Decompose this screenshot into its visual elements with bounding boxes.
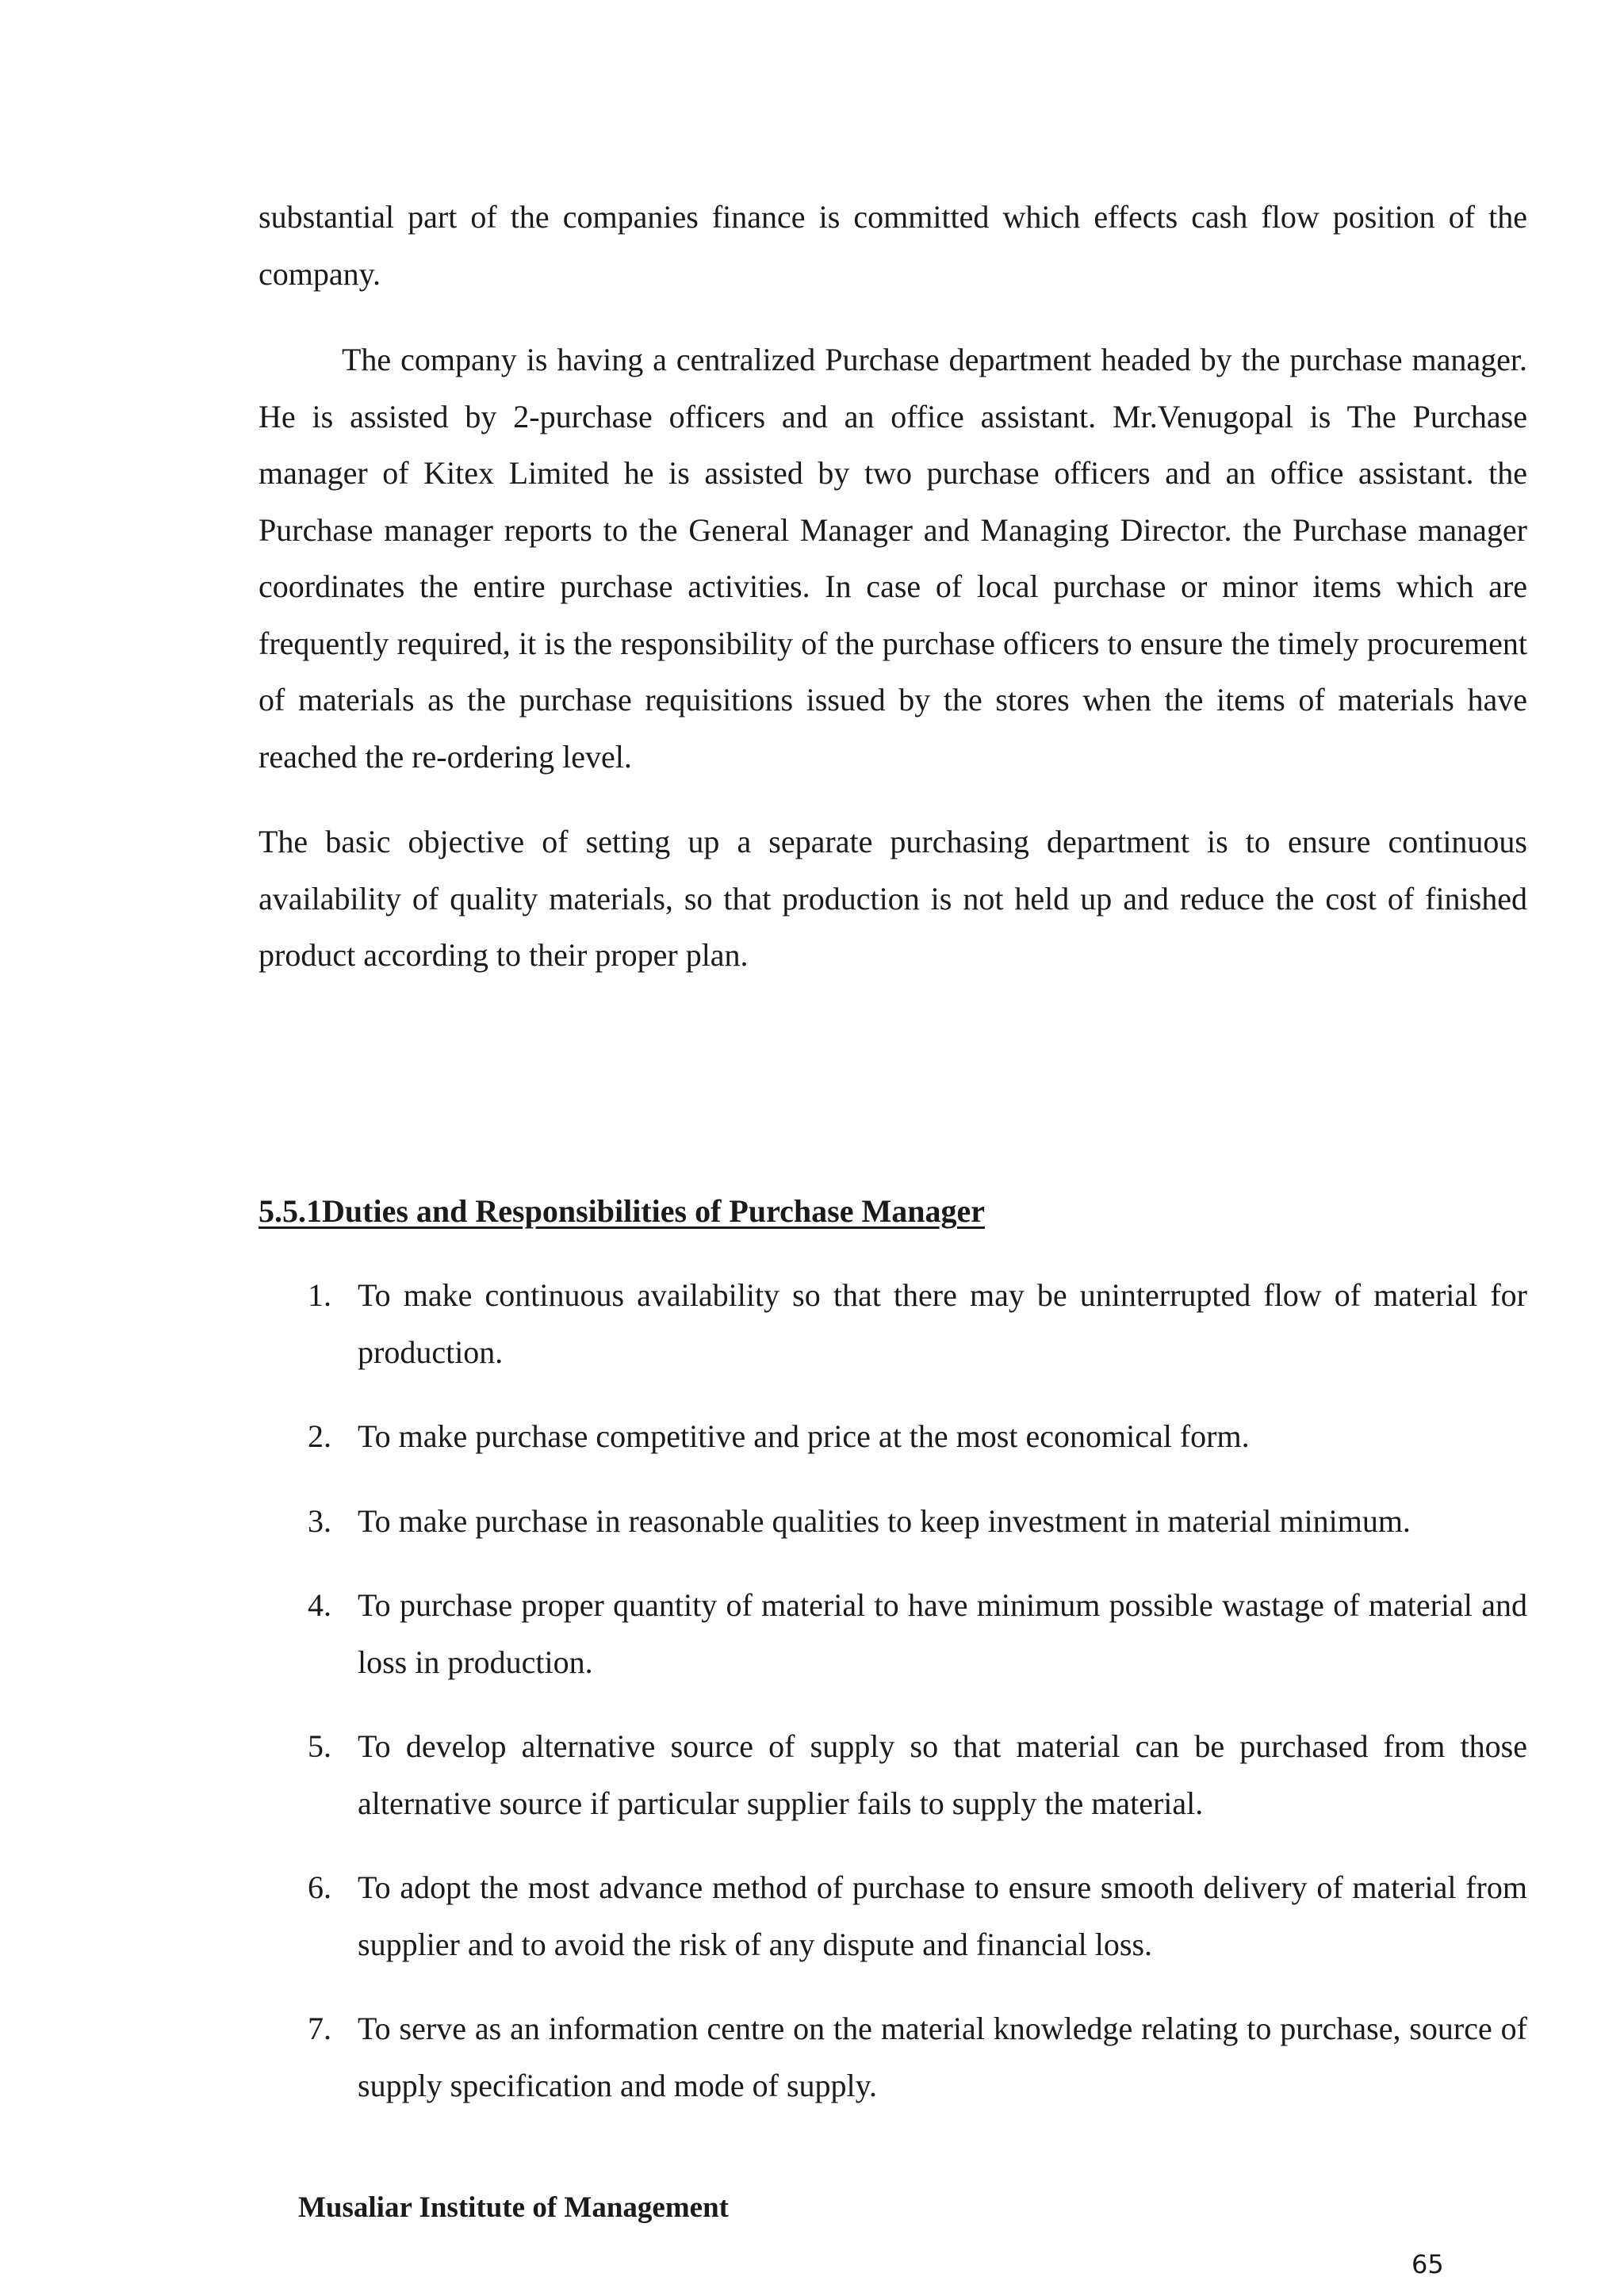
list-item-text: To make continuous availability so that there may be uninterrupted flow of material for production.	[358, 1277, 1527, 1370]
list-item-text: To purchase proper quantity of material to have minimum possible wastage of material and loss in production.	[358, 1587, 1527, 1680]
list-item-number: 4.	[308, 1587, 331, 1623]
duties-list	[259, 1267, 1527, 2141]
list-item-text: To make purchase in reasonable qualities to keep investment in material minimum.	[358, 1502, 1411, 1539]
list-item	[259, 1718, 1527, 1831]
list-item	[259, 1859, 1527, 1973]
paragraph-purchase-department: The company is having a centralized Purchase department headed by the purchase manager. He is assisted by 2-purchase officers and an office assistant. Mr.Venugopal is The Purchase manager of Kitex Limited he is assisted by two purchase officers and an office assistant. the Purchase manager reports to the General Manager and Managing Director. the Purchase manager coordinates the entire purchase activities. In case of local purchase or minor items which are frequently required, it is the responsibility of the purchase officers to ensure the timely procurement of materials as the purchase requisitions issued by the stores when the items of materials have reached the re-ordering level.	[259, 342, 1527, 775]
list-item-text: To develop alternative source of supply so that material can be purchased from those alternative source if particular supplier fails to supply the material.	[358, 1728, 1527, 1821]
paragraph-basic-objective: The basic objective of setting up a separate purchasing department is to ensure continuous availability of quality materials, so that production is not held up and reduce the cost of finished product according to their proper plan.	[259, 824, 1527, 973]
list-item	[259, 1267, 1527, 1380]
page-number: 65	[1411, 2249, 1444, 2279]
list-item	[259, 2000, 1527, 2114]
section-heading: 5.5.1Duties and Responsibilities of Purchase Manager	[259, 1193, 985, 1229]
list-item-number: 3.	[308, 1502, 331, 1539]
list-item-number: 1.	[308, 1277, 331, 1313]
list-item	[259, 1577, 1527, 1690]
list-item-number: 5.	[308, 1728, 331, 1764]
list-item	[259, 1493, 1527, 1550]
footer-institution-name: Musaliar Institute of Management	[298, 2191, 729, 2224]
list-item-number: 2.	[308, 1418, 331, 1454]
list-item-text: To serve as an information centre on the material knowledge relating to purchase, source of supply specification and mode of supply.	[358, 2011, 1527, 2103]
paragraph-continuation: substantial part of the companies finance is committed which effects cash flow position of the company.	[259, 199, 1527, 292]
list-item-number: 7.	[308, 2011, 331, 2046]
list-item	[259, 1408, 1527, 1465]
list-item-text: To make purchase competitive and price at the most economical form.	[358, 1418, 1250, 1454]
list-item-number: 6.	[308, 1869, 331, 1905]
list-item-text: To adopt the most advance method of purchase to ensure smooth delivery of material from supplier and to avoid the risk of any dispute and financial loss.	[358, 1869, 1527, 1962]
